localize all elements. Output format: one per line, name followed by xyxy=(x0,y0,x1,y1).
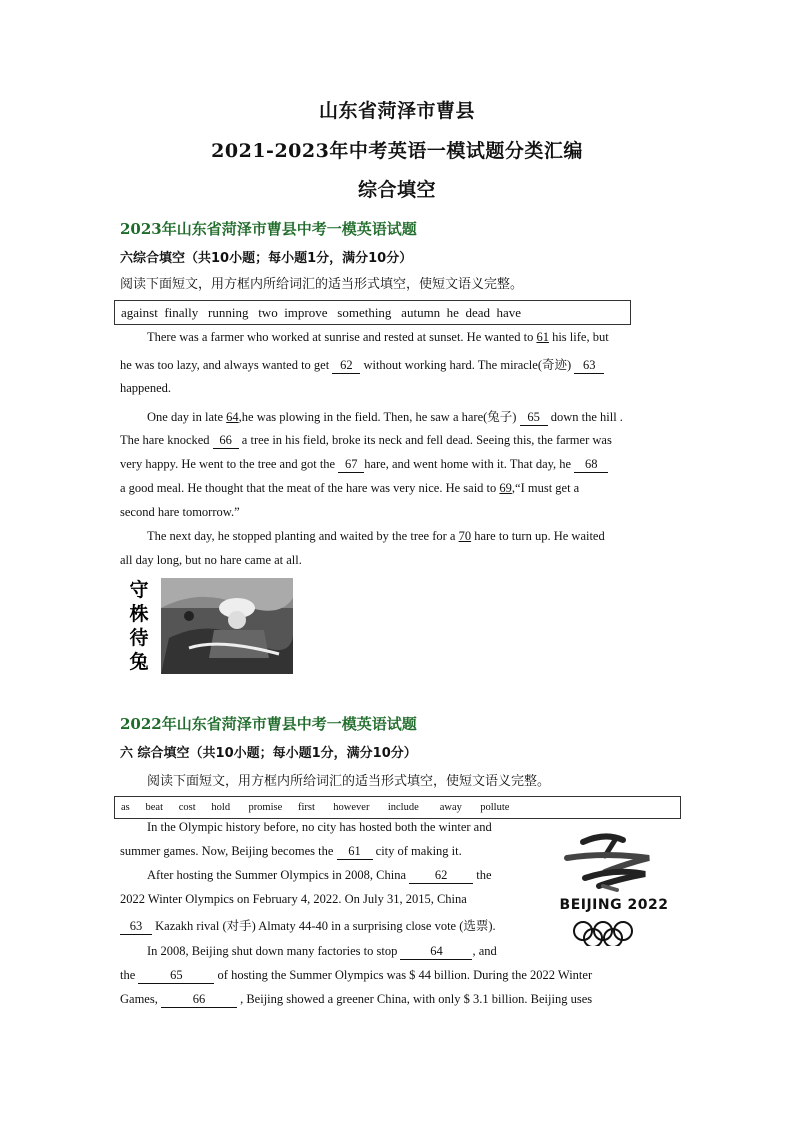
doc-title-topic: 综合填空 xyxy=(357,179,436,201)
passage-2023-line: all day long, but no hare came at all. xyxy=(120,553,302,567)
passage-2022-line: In the Olympic history before, no city has hosted both the winter and xyxy=(147,820,492,834)
passage-2023-line: The next day, he stopped planting and waited by the tree for a 70 hare to turn up. He waited xyxy=(147,529,605,543)
beijing-2022-logo-text: BEIJING 2022 xyxy=(559,897,669,913)
blank-66: 66 xyxy=(161,992,237,1008)
doc-title-region: 山东省菏泽市曹县 xyxy=(318,100,475,122)
beijing-2022-logo xyxy=(545,828,681,946)
passage-2022-line: Games, 66 , Beijing showed a greener China, with only $ 3.1 billion. Beijing uses xyxy=(120,992,593,1006)
blank-64: 64 xyxy=(226,410,239,424)
blank-70: 70 xyxy=(458,529,472,543)
blank-68: 68 xyxy=(574,457,608,473)
section-2023-subheading: 六综合填空（共10小题；每小题1分，满分10分） xyxy=(120,251,413,266)
passage-2023-line: he was too lazy, and always wanted to get 62 without working hard. The miracle(奇迹) 63 xyxy=(120,355,604,374)
section-2023-heading: 2023年山东省菏泽市曹县中考一模英语试题 xyxy=(120,220,417,238)
blank-65: 65 xyxy=(520,410,548,426)
blank-62: 62 xyxy=(409,868,473,884)
passage-2022-line: 63 Kazakh rival (对手) Almaty 44-40 in a surprising close vote (选票). xyxy=(120,916,496,935)
blank-64: 64 xyxy=(400,944,472,960)
word-box-2023: against finally running two improve something autumn he dead have xyxy=(114,300,631,325)
blank-61: 61 xyxy=(536,330,549,344)
word-box-2022: as beat cost hold promise first however include away pollute xyxy=(114,796,681,819)
doc-title-main: 2021-2023年中考英语一模试题分类汇编 xyxy=(211,140,583,162)
passage-2022-line: 2022 Winter Olympics on February 4, 2022. On July 31, 2015, China xyxy=(120,892,467,906)
passage-2023-line: happened. xyxy=(120,381,172,395)
blank-62: 62 xyxy=(332,358,360,374)
passage-2022-line: After hosting the Summer Olympics in 2008, China 62 the xyxy=(147,868,492,882)
section-2022-subheading: 六 综合填空（共10小题；每小题1分，满分10分） xyxy=(120,746,417,761)
blank-63: 63 xyxy=(120,919,152,935)
blank-69: 69 xyxy=(499,481,512,495)
section-2022-instruction: 阅读下面短文，用方框内所给词汇的适当形式填空，使短文语义完整。 xyxy=(147,774,551,789)
passage-2022-line: In 2008, Beijing shut down many factories to stop 64 , and xyxy=(147,944,497,958)
passage-2023-line: a good meal. He thought that the meat of the hare was very nice. He said to 69,“I must get a xyxy=(120,481,580,495)
passage-2023-line: There was a farmer who worked at sunrise and rested at sunset. He wanted to 61 his life, but xyxy=(147,330,609,344)
idiom-vertical-text: 守 株 待 兔 xyxy=(129,579,149,673)
passage-2023-line: The hare knocked 66 a tree in his field, broke its neck and fell dead. Seeing this, the farmer was xyxy=(120,433,612,447)
blank-66: 66 xyxy=(213,433,239,449)
passage-2023-line: very happy. He went to the tree and got the 67 hare, and went home with it. That day, he 68 xyxy=(120,457,608,473)
blank-65: 65 xyxy=(138,968,214,984)
blank-61: 61 xyxy=(337,844,373,860)
section-2022-heading: 2022年山东省菏泽市曹县中考一模英语试题 xyxy=(120,715,417,733)
blank-63: 63 xyxy=(574,358,604,374)
section-2023-instruction: 阅读下面短文，用方框内所给词汇的适当形式填空，使短文语义完整。 xyxy=(120,277,524,292)
passage-2022-line: summer games. Now, Beijing becomes the 61 city of making it. xyxy=(120,844,462,858)
passage-2023-line: second hare tomorrow.” xyxy=(120,505,240,519)
passage-2022-line: the 65 of hosting the Summer Olympics was $ 44 billion. During the 2022 Winter xyxy=(120,968,593,982)
blank-67: 67 xyxy=(338,457,364,473)
story-illustration xyxy=(119,578,293,674)
passage-2023-line: One day in late 64,he was plowing in the field. Then, he saw a hare(兔子) 65 down the hill . xyxy=(147,410,623,424)
